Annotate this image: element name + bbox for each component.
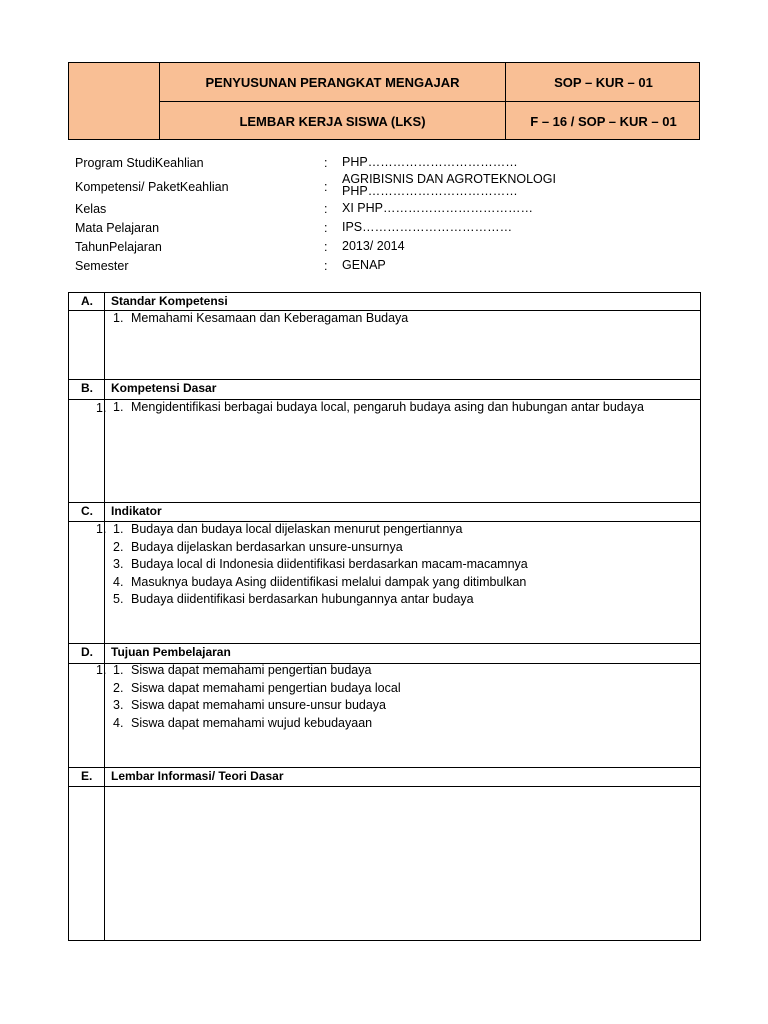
header-code-top: SOP – KUR – 01: [554, 74, 653, 90]
info-colon: :: [324, 156, 328, 170]
item-text: Budaya diidentifikasi berdasarkan hubungannya antar budaya: [131, 592, 474, 606]
info-colon: :: [324, 180, 328, 194]
identity-info: [75, 154, 675, 276]
list-item: [105, 521, 694, 539]
info-value: [342, 173, 556, 197]
info-label: Mata Pelajaran: [75, 221, 160, 235]
section-b-title: Kompetensi Dasar: [111, 381, 217, 395]
info-colon: :: [324, 221, 328, 235]
section-c-content: [105, 521, 694, 609]
item-text: Masuknya budaya Asing diidentifikasi melalui dampak yang ditimbulkan: [131, 574, 527, 589]
list-item: [105, 697, 694, 715]
section-b-outer-number: 1.: [96, 401, 107, 415]
section-e-letter: E.: [81, 769, 93, 783]
info-label: TahunPelajaran: [75, 240, 162, 254]
info-value: GENAP: [342, 258, 386, 272]
item-number: 5.: [113, 592, 124, 606]
item-text: Siswa dapat memahami pengertian budaya: [131, 663, 372, 677]
info-label: Program StudiKeahlian: [75, 156, 204, 170]
item-number: 2.: [113, 680, 124, 695]
info-colon: :: [324, 259, 328, 273]
item-number: 3.: [113, 698, 124, 712]
info-row: [75, 219, 675, 238]
section-c-letter: C.: [81, 504, 93, 518]
info-label: Kompetensi/ PaketKeahlian: [75, 180, 229, 194]
item-number: 4.: [113, 715, 124, 730]
section-d-outer-number: 1.: [96, 663, 107, 677]
info-label: Semester: [75, 259, 129, 273]
list-item: [105, 310, 694, 328]
info-row: [75, 173, 675, 200]
info-row: [75, 238, 675, 257]
header-code-bottom: F – 16 / SOP – KUR – 01: [530, 113, 677, 129]
document-header-table: [68, 62, 700, 140]
list-item: [105, 574, 694, 592]
section-d-letter: D.: [81, 645, 93, 659]
info-value-line2: PHP………………………………: [342, 184, 518, 198]
item-number: 1.: [113, 663, 124, 677]
info-value: 2013/ 2014: [342, 239, 405, 253]
info-value: IPS………………………………: [342, 220, 513, 234]
list-item: [105, 556, 694, 574]
list-item: [105, 680, 694, 698]
section-a-letter: A.: [81, 294, 93, 308]
section-d-content: [105, 662, 694, 732]
item-text: Memahami Kesamaan dan Keberagaman Budaya: [131, 311, 409, 325]
list-item: [105, 539, 694, 557]
info-colon: :: [324, 202, 328, 216]
item-text: Siswa dapat memahami pengertian budaya local: [131, 680, 401, 695]
item-text: Mengidentifikasi berbagai budaya local, pengaruh budaya asing dan hubungan antar budaya: [131, 400, 644, 414]
item-number: 2.: [113, 539, 124, 554]
section-a-title: Standar Kompetensi: [111, 294, 228, 308]
item-text: Siswa dapat memahami unsure-unsur budaya: [131, 698, 386, 712]
list-item: [105, 662, 694, 680]
info-value-line1: AGRIBISNIS DAN AGROTEKNOLOGI: [342, 172, 556, 186]
section-c-outer-number: 1.: [96, 522, 107, 536]
info-label: Kelas: [75, 202, 107, 216]
info-colon: :: [324, 240, 328, 254]
item-number: 1.: [113, 400, 124, 414]
list-item: [105, 715, 694, 733]
list-item: [105, 399, 694, 435]
item-text: Budaya dijelaskan berdasarkan unsure-unsurnya: [131, 539, 403, 554]
item-number: 3.: [113, 557, 124, 571]
item-number: 1.: [113, 522, 124, 536]
section-b-content: [105, 399, 694, 435]
info-row: [75, 200, 675, 219]
section-b-letter: B.: [81, 381, 93, 395]
info-row: [75, 154, 675, 173]
item-text: Budaya dan budaya local dijelaskan menurut pengertiannya: [131, 522, 463, 536]
section-e-title: Lembar Informasi/ Teori Dasar: [111, 769, 284, 783]
section-c-title: Indikator: [111, 504, 162, 518]
info-row: [75, 257, 675, 276]
item-text: Budaya local di Indonesia diidentifikasi berdasarkan macam-macamnya: [131, 557, 528, 571]
item-number: 1.: [113, 311, 124, 325]
list-item: [105, 591, 694, 609]
info-value: PHP………………………………: [342, 155, 518, 169]
item-text: Siswa dapat memahami wujud kebudayaan: [131, 715, 373, 730]
section-d-title: Tujuan Pembelajaran: [111, 645, 231, 659]
info-value: XI PHP………………………………: [342, 201, 533, 215]
header-title-bottom: LEMBAR KERJA SISWA (LKS): [239, 113, 426, 129]
header-title-top: PENYUSUNAN PERANGKAT MENGAJAR: [205, 74, 460, 90]
section-a-content: [105, 310, 694, 328]
worksheet-table: [68, 292, 701, 941]
item-number: 4.: [113, 574, 124, 589]
